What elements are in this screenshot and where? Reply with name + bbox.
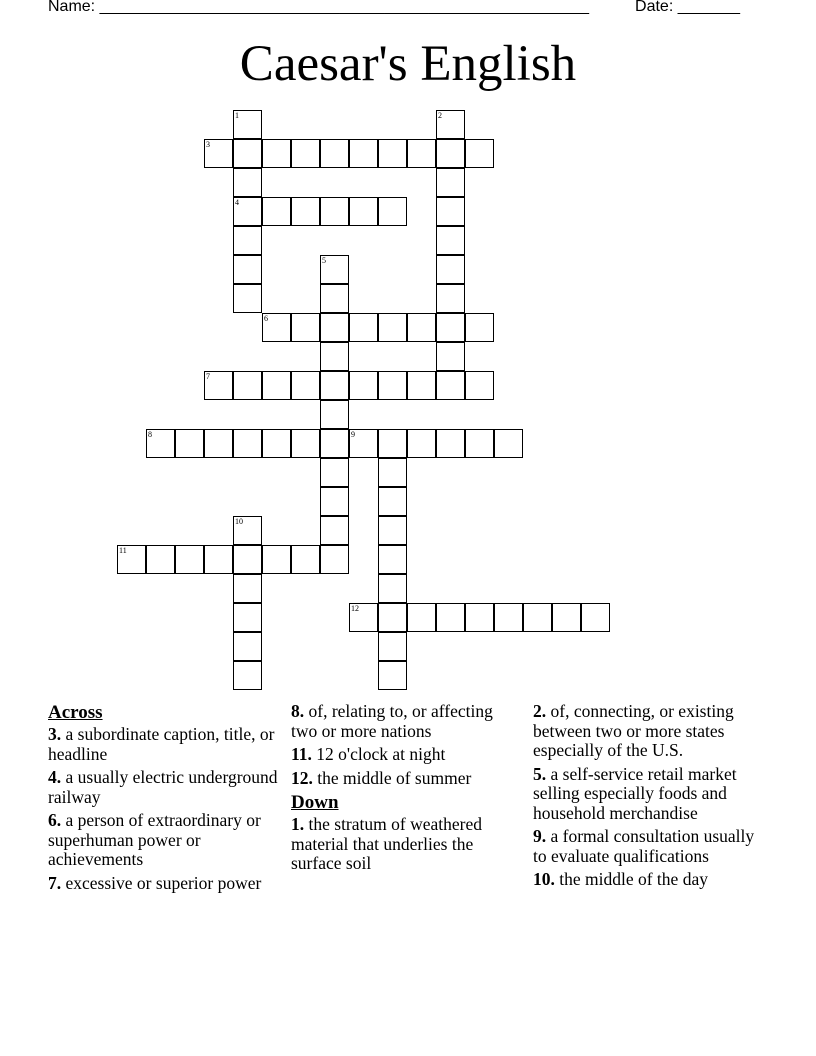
grid-cell[interactable] bbox=[204, 371, 233, 400]
grid-cell[interactable] bbox=[291, 197, 320, 226]
cell-number: 7 bbox=[206, 372, 210, 381]
grid-cell[interactable] bbox=[378, 371, 407, 400]
clue-number: 4. bbox=[48, 767, 62, 787]
grid-cell[interactable] bbox=[233, 255, 262, 284]
cell-number: 6 bbox=[264, 314, 268, 323]
grid-cell[interactable] bbox=[378, 661, 407, 690]
grid-cell[interactable] bbox=[320, 400, 349, 429]
clue-across bbox=[48, 768, 278, 807]
cell-number: 10 bbox=[235, 517, 243, 526]
grid-cell[interactable] bbox=[320, 487, 349, 516]
grid-cell[interactable] bbox=[407, 139, 436, 168]
clue-text: a formal consultation usually to evaluate qualifications bbox=[533, 826, 755, 866]
grid-cell[interactable] bbox=[175, 545, 204, 574]
grid-cell[interactable] bbox=[262, 313, 291, 342]
grid-cell[interactable] bbox=[436, 603, 465, 632]
clues-column-1 bbox=[48, 702, 278, 897]
clue-number: 3. bbox=[48, 724, 62, 744]
clue-text: the stratum of weathered material that underlies the surface soil bbox=[291, 814, 482, 873]
grid-cell[interactable] bbox=[378, 545, 407, 574]
grid-cell[interactable] bbox=[349, 429, 378, 458]
cell-number: 12 bbox=[351, 604, 359, 613]
grid-cell[interactable] bbox=[262, 545, 291, 574]
grid-cell[interactable] bbox=[233, 284, 262, 313]
grid-cell[interactable] bbox=[407, 313, 436, 342]
grid-cell[interactable] bbox=[320, 342, 349, 371]
grid-cell[interactable] bbox=[320, 371, 349, 400]
grid-cell[interactable] bbox=[436, 197, 465, 226]
clue-across bbox=[48, 874, 278, 894]
clue-text: of, connecting, or existing between two or more states especially of the U.S. bbox=[533, 701, 734, 760]
cell-number: 5 bbox=[322, 256, 326, 265]
grid-cell[interactable] bbox=[465, 139, 494, 168]
grid-cell[interactable] bbox=[465, 371, 494, 400]
grid-cell[interactable] bbox=[291, 545, 320, 574]
clue-across bbox=[48, 725, 278, 764]
grid-cell[interactable] bbox=[262, 371, 291, 400]
clue-text: of, relating to, or affecting two or more nations bbox=[291, 701, 493, 741]
clue-text: a usually electric underground railway bbox=[48, 767, 278, 807]
grid-cell[interactable] bbox=[291, 139, 320, 168]
down-heading: Down bbox=[291, 792, 339, 813]
grid-cell[interactable] bbox=[320, 284, 349, 313]
grid-cell[interactable] bbox=[523, 603, 552, 632]
grid-cell[interactable] bbox=[233, 661, 262, 690]
puzzle-title: Caesar's English bbox=[239, 36, 577, 92]
cell-number: 2 bbox=[438, 111, 442, 120]
grid-cell[interactable] bbox=[436, 371, 465, 400]
grid-cell[interactable] bbox=[378, 313, 407, 342]
clue-number: 6. bbox=[48, 810, 62, 830]
grid-cell[interactable] bbox=[378, 458, 407, 487]
grid-cell[interactable] bbox=[233, 139, 262, 168]
grid-cell[interactable] bbox=[436, 226, 465, 255]
grid-cell[interactable] bbox=[233, 516, 262, 545]
grid-cell[interactable] bbox=[581, 603, 610, 632]
grid-cell[interactable] bbox=[233, 632, 262, 661]
cell-number: 3 bbox=[206, 140, 210, 149]
grid-cell[interactable] bbox=[378, 603, 407, 632]
grid-cell[interactable] bbox=[436, 313, 465, 342]
grid-cell[interactable] bbox=[407, 603, 436, 632]
grid-cell[interactable] bbox=[378, 197, 407, 226]
clue-across bbox=[291, 745, 521, 765]
clue-text: a person of extraordinary or superhuman power or achievements bbox=[48, 810, 261, 869]
grid-cell[interactable] bbox=[233, 429, 262, 458]
grid-cell[interactable] bbox=[233, 197, 262, 226]
grid-cell[interactable] bbox=[378, 574, 407, 603]
clue-text: 12 o'clock at night bbox=[311, 744, 446, 764]
grid-cell[interactable] bbox=[146, 545, 175, 574]
date-field[interactable]: Date: _______ bbox=[635, 0, 740, 15]
cell-number: 11 bbox=[119, 546, 127, 555]
grid-cell[interactable] bbox=[233, 110, 262, 139]
cell-number: 8 bbox=[148, 430, 152, 439]
grid-cell[interactable] bbox=[378, 632, 407, 661]
grid-cell[interactable] bbox=[436, 342, 465, 371]
grid-cell[interactable] bbox=[436, 168, 465, 197]
grid-cell[interactable] bbox=[407, 429, 436, 458]
clue-down bbox=[533, 702, 763, 761]
clue-down bbox=[533, 870, 763, 890]
grid-cell[interactable] bbox=[378, 516, 407, 545]
grid-cell[interactable] bbox=[262, 197, 291, 226]
clue-number: 10. bbox=[533, 869, 555, 889]
grid-cell[interactable] bbox=[146, 429, 175, 458]
grid-cell[interactable] bbox=[291, 429, 320, 458]
across-heading: Across bbox=[48, 702, 103, 723]
clue-number: 9. bbox=[533, 826, 547, 846]
clue-text: a self-service retail market selling especially foods and household merchandise bbox=[533, 763, 737, 823]
clue-down bbox=[291, 815, 521, 874]
grid-cell[interactable] bbox=[320, 139, 349, 168]
clue-number: 8. bbox=[291, 701, 305, 721]
grid-cell[interactable] bbox=[378, 139, 407, 168]
grid-cell[interactable] bbox=[233, 226, 262, 255]
grid-cell[interactable] bbox=[320, 313, 349, 342]
cell-number: 4 bbox=[235, 198, 239, 207]
name-field[interactable]: Name: _______________________________________________________ bbox=[48, 0, 589, 15]
clue-number: 5. bbox=[533, 763, 547, 784]
grid-cell[interactable] bbox=[320, 197, 349, 226]
grid-cell[interactable] bbox=[436, 429, 465, 458]
grid-cell[interactable] bbox=[349, 603, 378, 632]
grid-cell[interactable] bbox=[407, 371, 436, 400]
grid-cell[interactable] bbox=[320, 458, 349, 487]
clue-across bbox=[291, 702, 521, 741]
grid-cell[interactable] bbox=[262, 139, 291, 168]
grid-cell[interactable] bbox=[175, 429, 204, 458]
grid-cell[interactable] bbox=[349, 197, 378, 226]
grid-cell[interactable] bbox=[262, 429, 291, 458]
grid-cell[interactable] bbox=[494, 603, 523, 632]
grid-cell[interactable] bbox=[378, 429, 407, 458]
clue-number: 1. bbox=[291, 814, 305, 834]
clue-down bbox=[533, 765, 763, 824]
grid-cell[interactable] bbox=[320, 545, 349, 574]
grid-cell[interactable] bbox=[117, 545, 146, 574]
grid-cell[interactable] bbox=[436, 255, 465, 284]
grid-cell[interactable] bbox=[320, 255, 349, 284]
cell-number: 9 bbox=[351, 430, 355, 439]
grid-cell[interactable] bbox=[552, 603, 581, 632]
grid-cell[interactable] bbox=[465, 313, 494, 342]
grid-cell[interactable] bbox=[233, 371, 262, 400]
clue-text: the middle of the day bbox=[554, 869, 708, 889]
clue-across bbox=[48, 811, 278, 870]
grid-cell[interactable] bbox=[291, 313, 320, 342]
grid-cell[interactable] bbox=[204, 429, 233, 458]
cell-number: 1 bbox=[235, 111, 239, 120]
clues-column-3 bbox=[533, 702, 763, 894]
clue-down bbox=[533, 827, 763, 866]
clue-text: the middle of summer bbox=[312, 767, 472, 788]
clue-text: excessive or superior power bbox=[61, 872, 262, 893]
grid-cell[interactable] bbox=[233, 545, 262, 574]
grid-cell[interactable] bbox=[291, 371, 320, 400]
clue-number: 11. bbox=[291, 744, 312, 764]
grid-cell[interactable] bbox=[320, 429, 349, 458]
grid-cell[interactable] bbox=[349, 371, 378, 400]
clue-across bbox=[291, 769, 521, 789]
grid-cell[interactable] bbox=[349, 313, 378, 342]
grid-cell[interactable] bbox=[436, 110, 465, 139]
clue-number: 2. bbox=[533, 701, 547, 721]
grid-cell[interactable] bbox=[436, 284, 465, 313]
grid-cell[interactable] bbox=[204, 545, 233, 574]
clue-number: 7. bbox=[48, 872, 62, 893]
grid-cell[interactable] bbox=[378, 487, 407, 516]
clues-column-2 bbox=[291, 702, 521, 878]
grid-cell[interactable] bbox=[233, 603, 262, 632]
grid-cell[interactable] bbox=[494, 429, 523, 458]
grid-cell[interactable] bbox=[320, 516, 349, 545]
clue-number: 12. bbox=[291, 767, 313, 788]
grid-cell[interactable] bbox=[204, 139, 233, 168]
grid-cell[interactable] bbox=[436, 139, 465, 168]
grid-cell[interactable] bbox=[233, 168, 262, 197]
grid-cell[interactable] bbox=[465, 603, 494, 632]
grid-cell[interactable] bbox=[349, 139, 378, 168]
clue-text: a subordinate caption, title, or headline bbox=[48, 724, 275, 764]
grid-cell[interactable] bbox=[233, 574, 262, 603]
grid-cell[interactable] bbox=[465, 429, 494, 458]
